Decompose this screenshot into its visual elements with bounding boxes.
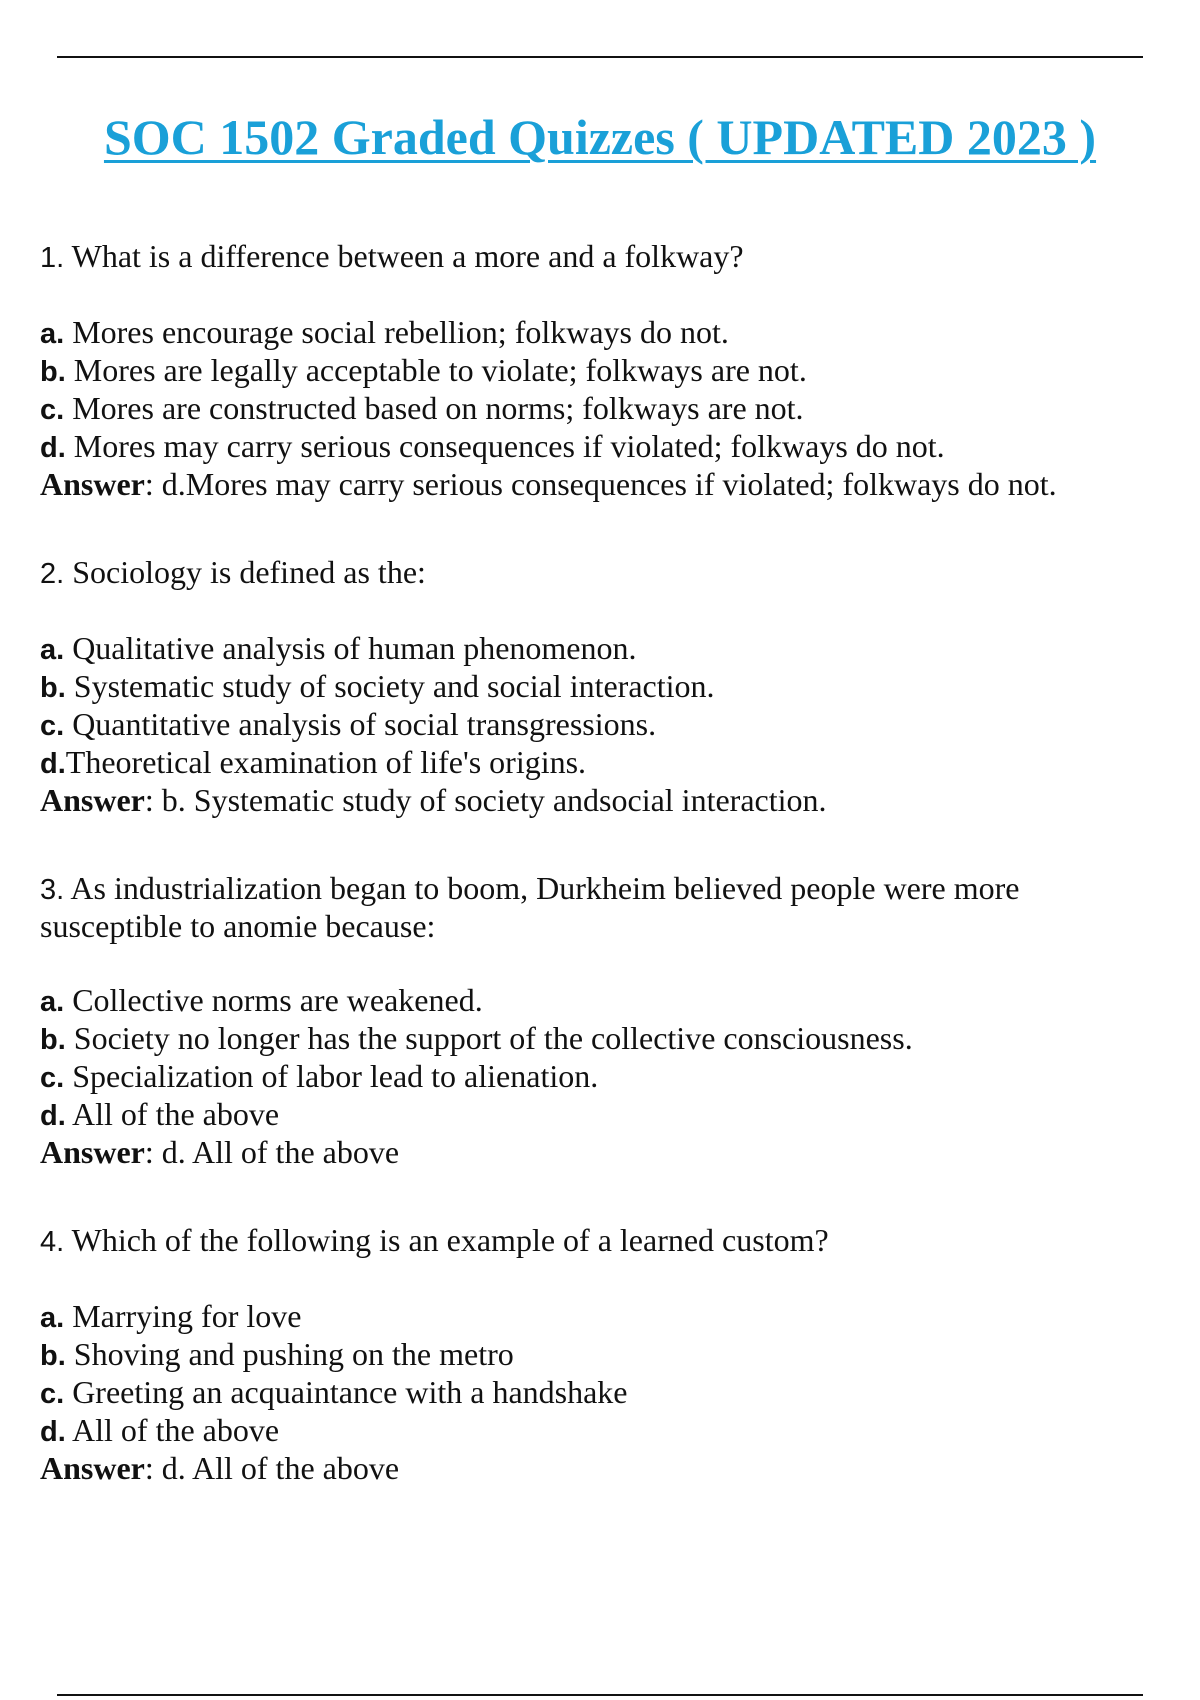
question-prompt: Sociology is defined as the: — [72, 554, 426, 590]
question-text — [40, 870, 1160, 944]
option-text: Collective norms are weakened. — [72, 982, 483, 1018]
option-c — [40, 706, 1160, 744]
option-text: All of the above — [72, 1412, 280, 1448]
question-number: 2. — [40, 558, 65, 590]
bottom-rule — [57, 1694, 1143, 1696]
option-letter: a. — [40, 986, 65, 1018]
answer-text: : d. All of the above — [144, 1134, 400, 1170]
option-letter: b. — [40, 356, 66, 388]
option-c — [40, 1374, 1160, 1412]
answer-line — [40, 466, 1160, 502]
option-text: Mores are legally acceptable to violate; folkways are not. — [73, 352, 807, 388]
answer-line — [40, 1134, 1160, 1170]
question-number: 3. — [40, 874, 65, 906]
option-letter: d. — [40, 748, 66, 780]
option-text: Greeting an acquaintance with a handshake — [72, 1374, 628, 1410]
option-letter: c. — [40, 1062, 65, 1094]
option-letter: c. — [40, 394, 65, 426]
option-letter: a. — [40, 634, 65, 666]
answer-text: : b. Systematic study of society andsocial interaction. — [144, 782, 827, 818]
question-text — [40, 1222, 1160, 1260]
option-d — [40, 1412, 1160, 1450]
answer-label: Answer — [40, 1134, 145, 1170]
option-c — [40, 390, 1160, 428]
option-d — [40, 1096, 1160, 1134]
question-prompt: What is a difference between a more and a folkway? — [71, 238, 744, 274]
answer-text: : d. All of the above — [144, 1450, 400, 1486]
option-b — [40, 1336, 1160, 1374]
option-text: Quantitative analysis of social transgressions. — [72, 706, 657, 742]
option-letter: b. — [40, 672, 66, 704]
question-prompt: Which of the following is an example of a learned custom? — [71, 1222, 829, 1258]
option-text: Mores encourage social rebellion; folkways do not. — [72, 314, 729, 350]
option-text: Mores are constructed based on norms; folkways are not. — [72, 390, 804, 426]
option-letter: d. — [40, 432, 66, 464]
option-list — [40, 630, 1160, 782]
answer-label: Answer — [40, 782, 145, 818]
answer-label: Answer — [40, 1450, 145, 1486]
document-title: SOC 1502 Graded Quizzes ( UPDATED 2023 ) — [103, 109, 1097, 165]
option-a — [40, 1298, 1160, 1336]
option-text: All of the above — [72, 1096, 280, 1132]
option-letter: c. — [40, 1378, 65, 1410]
answer-line — [40, 1450, 1160, 1486]
question-prompt: As industrialization began to boom, Durkheim believed people were more susceptible to anomie because: — [40, 870, 1020, 944]
question-2 — [40, 554, 1160, 818]
option-list — [40, 1298, 1160, 1450]
answer-label: Answer — [40, 466, 145, 502]
option-d — [40, 428, 1160, 466]
option-letter: b. — [40, 1340, 66, 1372]
question-text — [40, 238, 1160, 276]
option-a — [40, 982, 1160, 1020]
option-b — [40, 352, 1160, 390]
option-d — [40, 744, 1160, 782]
option-text: Systematic study of society and social interaction. — [73, 668, 715, 704]
option-list — [40, 982, 1160, 1134]
option-b — [40, 668, 1160, 706]
question-1 — [40, 238, 1160, 502]
option-letter: c. — [40, 710, 65, 742]
quiz-content — [40, 238, 1160, 1486]
option-text: Shoving and pushing on the metro — [73, 1336, 514, 1372]
option-text: Specialization of labor lead to alienation. — [72, 1058, 599, 1094]
option-letter: b. — [40, 1024, 66, 1056]
option-a — [40, 630, 1160, 668]
option-letter: d. — [40, 1100, 66, 1132]
answer-line — [40, 782, 1160, 818]
question-number: 4. — [40, 1226, 65, 1258]
option-a — [40, 314, 1160, 352]
question-4 — [40, 1222, 1160, 1486]
option-letter: a. — [40, 318, 65, 350]
question-text — [40, 554, 1160, 592]
option-text: Theoretical examination of life's origins. — [65, 744, 587, 780]
option-b — [40, 1020, 1160, 1058]
top-rule — [57, 56, 1143, 58]
option-text: Mores may carry serious consequences if violated; folkways do not. — [73, 428, 945, 464]
question-number: 1. — [40, 242, 65, 274]
answer-text: : d.Mores may carry serious consequences if violated; folkways do not. — [144, 466, 1057, 502]
option-text: Qualitative analysis of human phenomenon. — [72, 630, 637, 666]
option-letter: d. — [40, 1416, 66, 1448]
question-3 — [40, 870, 1160, 1170]
option-list — [40, 314, 1160, 466]
option-letter: a. — [40, 1302, 65, 1334]
option-text: Society no longer has the support of the collective consciousness. — [73, 1020, 913, 1056]
option-c — [40, 1058, 1160, 1096]
option-text: Marrying for love — [72, 1298, 302, 1334]
